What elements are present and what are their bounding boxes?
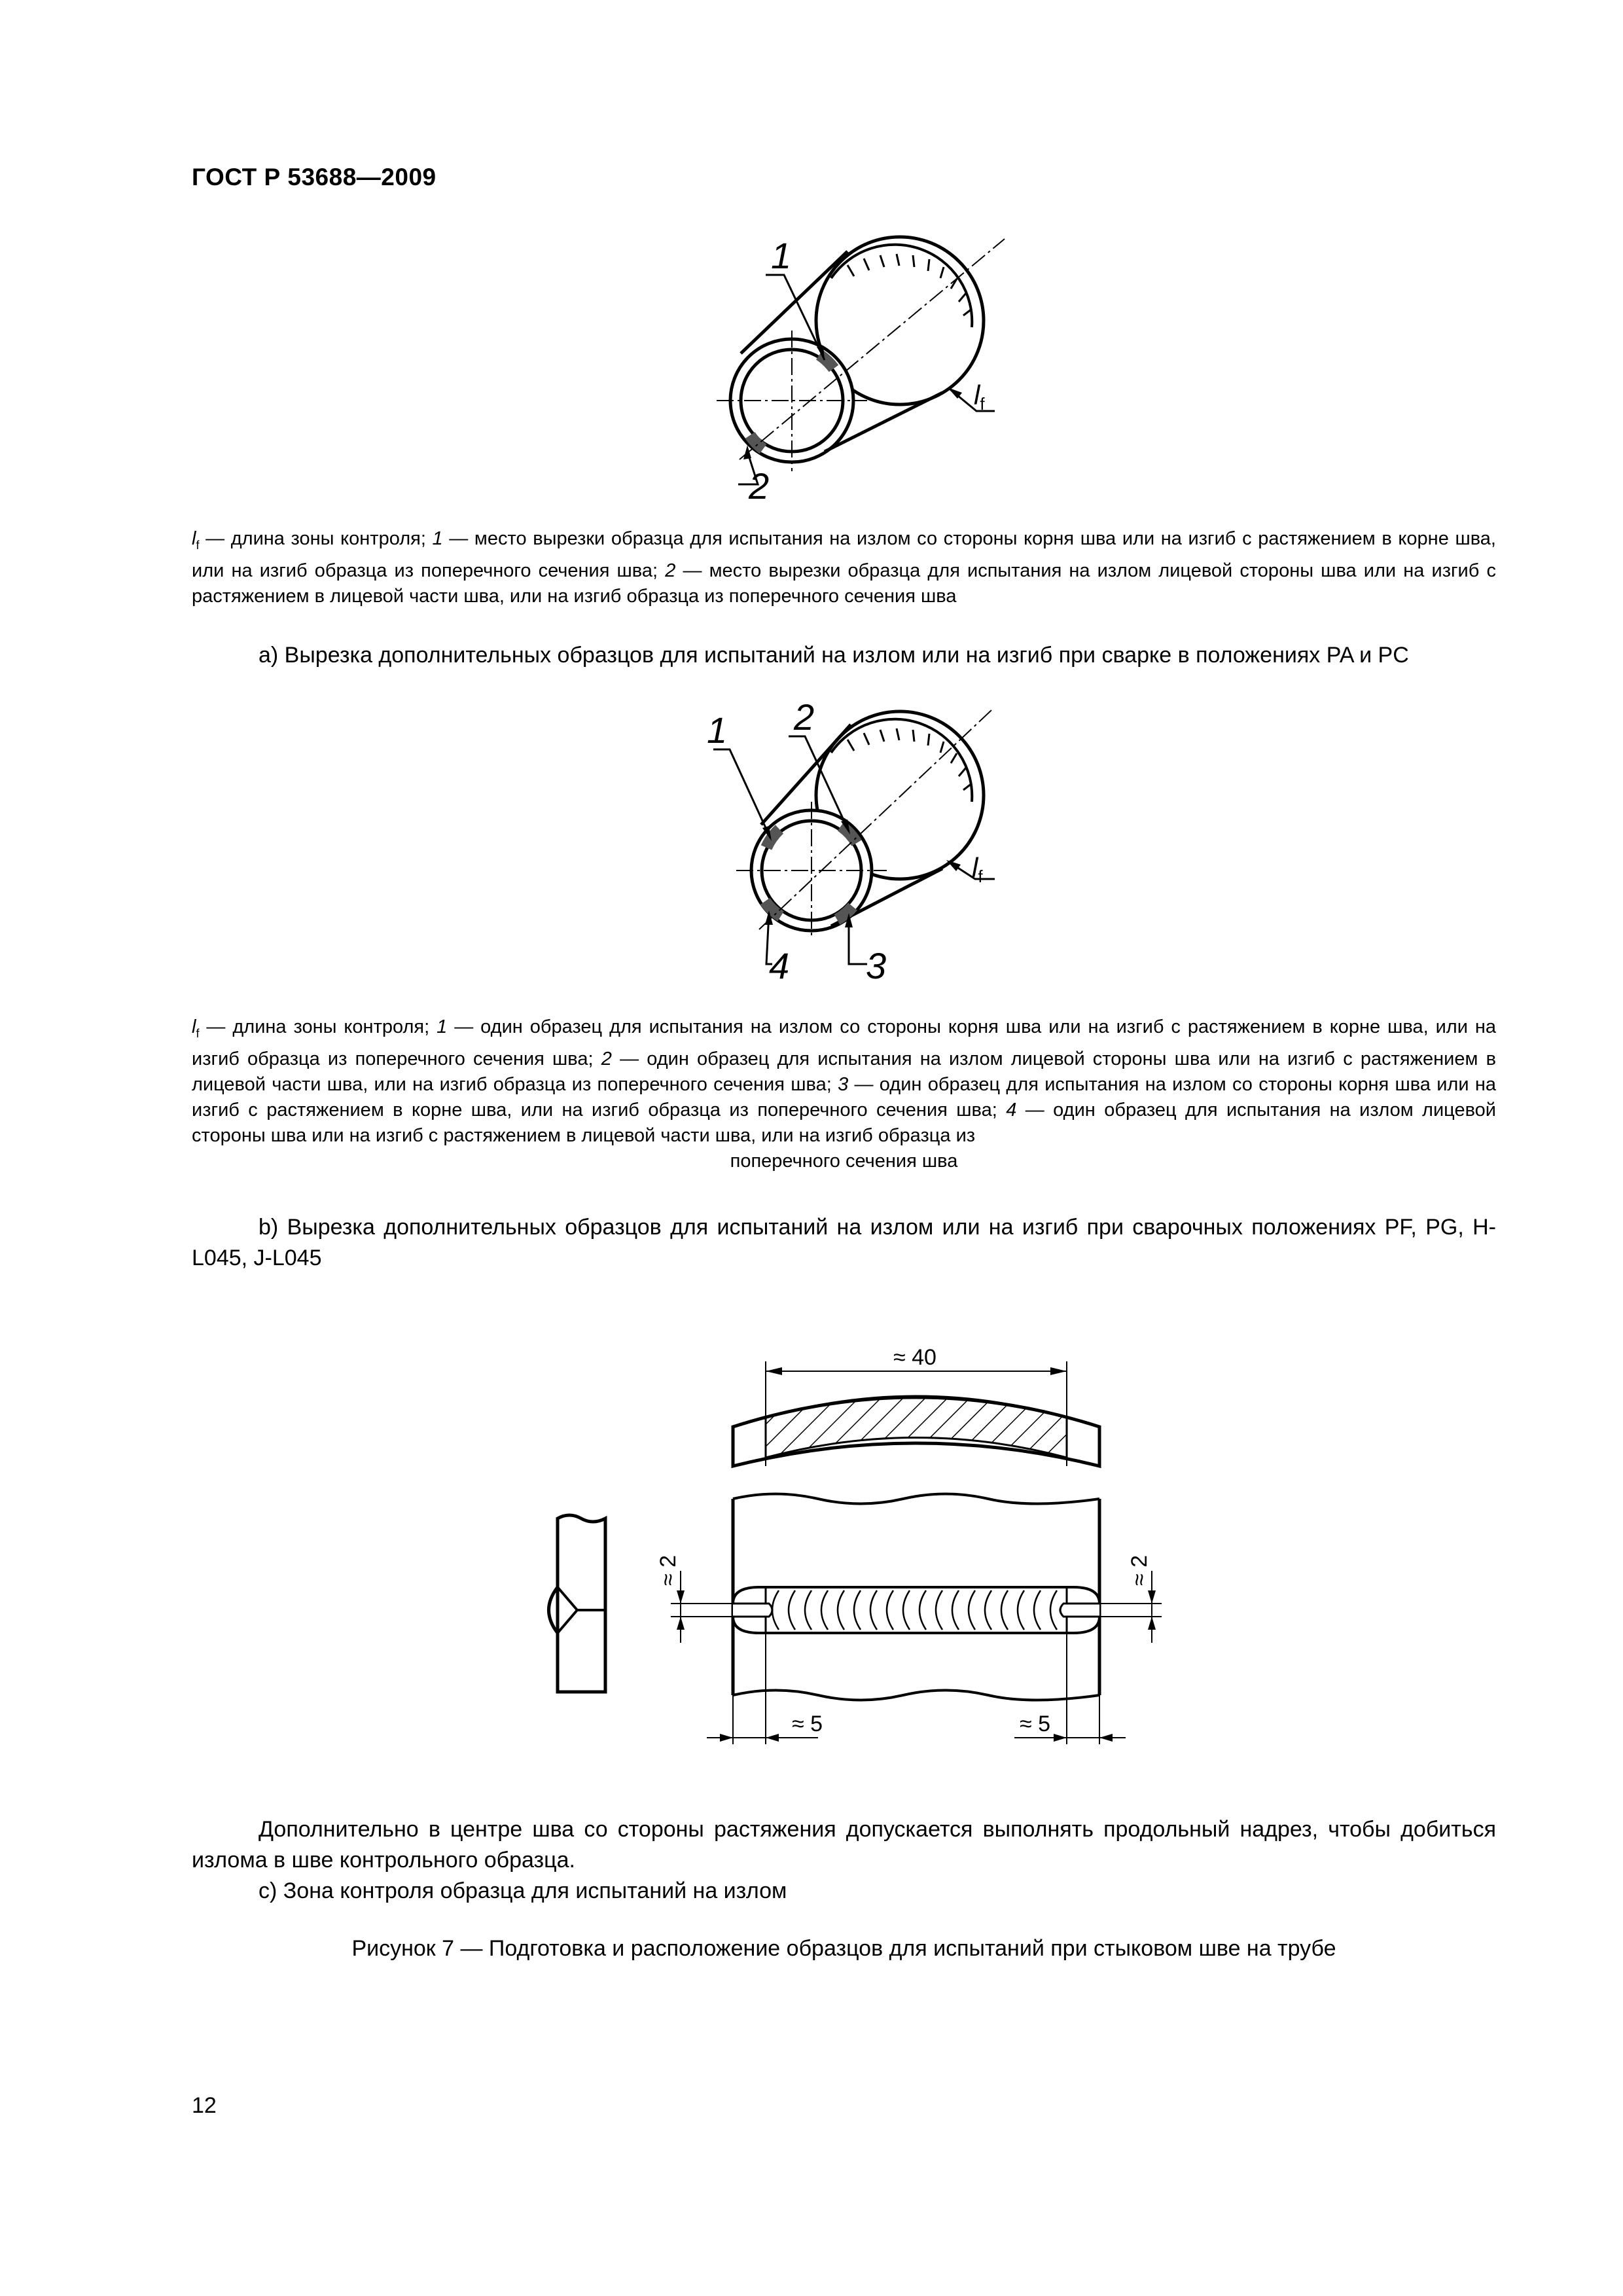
lf-label: lf bbox=[974, 380, 985, 414]
figure-b-subcaption: b) Вырезка дополнительных образцов для испытаний на излом или на изгиб при сварочных положениях PF, PG, H-L045, J-L045 bbox=[192, 1215, 1496, 1270]
figure-title: Рисунок 7 — Подготовка и расположение образцов для испытаний при стыковом шве на трубе bbox=[351, 1936, 1336, 1961]
lf-label-b: lf bbox=[972, 852, 983, 886]
figure-a-drawing bbox=[707, 229, 1021, 517]
dim-top: ≈ 40 bbox=[893, 1345, 936, 1370]
label-2: 2 bbox=[749, 465, 770, 507]
label-1-b: 1 bbox=[707, 709, 728, 751]
label-3-b: 3 bbox=[866, 945, 887, 985]
label-2-b: 2 bbox=[794, 696, 815, 738]
label-4-b: 4 bbox=[769, 945, 790, 985]
figure-a-legend: $l_f$ — длина зоны контроля; 1 — место вырезки образца для испытания на излом со стороны корня шва или на изгиб с растяжением в корне шва, или на изгиб образца из поперечного сечения шва; 2 — место вырезки образца для испытания на излом лицевой стороны шва или на изгиб с растяжением в лицевой части шва, или на изгиб образца из поперечного сечения шва bbox=[192, 528, 1496, 607]
front-view bbox=[733, 1494, 1099, 1700]
dim-right-h: ≈ 2 bbox=[1127, 1554, 1152, 1586]
figure-a-subcaption: a) Вырезка дополнительных образцов для испытаний на излом или на изгиб при сварке в положениях PA и PC bbox=[259, 643, 1409, 668]
figure-c-subcaption: c) Зона контроля образца для испытаний на излом bbox=[259, 1878, 787, 1903]
dim-left-h: ≈ 2 bbox=[656, 1554, 681, 1586]
figure-c-note: Дополнительно в центре шва со стороны растяжения допускается выполнять продольный надрез, чтобы добиться излома в шве контрольного образца. bbox=[192, 1817, 1496, 1873]
page-number: 12 bbox=[192, 2093, 217, 2118]
figure-c-drawing bbox=[543, 1335, 1185, 1793]
document-id: ГОСТ Р 53688—2009 bbox=[192, 164, 437, 190]
dim-bottom-left: ≈ 5 bbox=[792, 1712, 823, 1736]
label-1: 1 bbox=[771, 235, 792, 276]
figure-b-drawing bbox=[697, 691, 1024, 985]
side-view bbox=[549, 1515, 606, 1692]
figure-b-legend: $l_f$ — длина зоны контроля; 1 — один образец для испытания на излом со стороны корня шва или на изгиб с растяжением в корне шва, или на изгиб образца из поперечного сечения шва; 2 — один образец для испытания на излом лицевой стороны шва или на изгиб с растяжением в лицевой части шва, или на изгиб образца из поперечного сечения шва; 3 — один образец для испытания на излом со стороны корня шва или на изгиб с растяжением в корне шва, или на изгиб образца из поперечного сечения шва; 4 — один образец для испытания на излом лицевой стороны шва или на изгиб с растяжением в лицевой части шва, или на изгиб образца из поперечного сечения шва bbox=[192, 1016, 1497, 1172]
dim-bottom-right: ≈ 5 bbox=[1020, 1712, 1051, 1736]
